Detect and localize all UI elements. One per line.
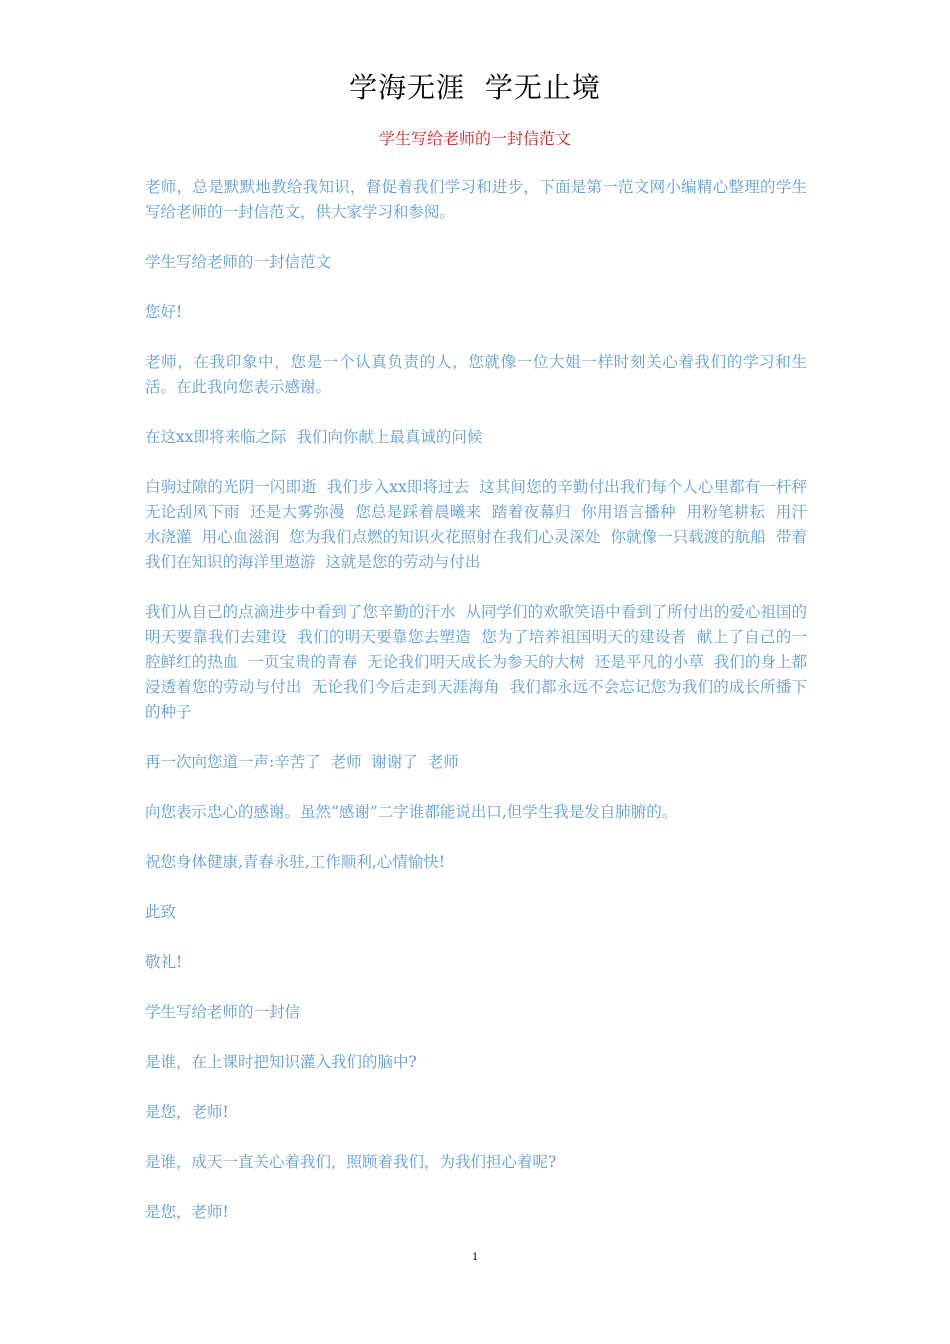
document-body <box>145 175 817 1250</box>
paragraph: 是谁，成天一直关心着我们，照顾着我们，为我们担心着呢? <box>145 1153 557 1171</box>
paragraph: 向您表示忠心的感谢。虽然“感谢”二字谁都能说出口,但学生我是发自肺腑的。 <box>145 803 678 821</box>
paragraph: 再一次向您道一声:辛苦了 老师 谢谢了 老师 <box>145 753 459 771</box>
paragraph: 是您，老师! <box>145 1103 229 1121</box>
paragraph: 是谁，在上课时把知识灌入我们的脑中? <box>145 1053 417 1071</box>
paragraph-greeting: 您好! <box>145 303 183 321</box>
paragraph-salutation: 敬礼! <box>145 953 183 971</box>
document-title: 学生写给老师的一封信范文 <box>378 129 571 148</box>
paragraph-closing: 此致 <box>145 903 177 921</box>
paragraph-section-title: 学生写给老师的一封信 <box>145 1003 301 1021</box>
paragraph-subtitle: 学生写给老师的一封信范文 <box>145 253 332 271</box>
paragraph: 我们从自己的点滴进步中看到了您辛勤的汗水 从同学们的欢歌笑语中看到了所付出的爱心祖国的明天要靠我们去建设 我们的明天要靠您去塑造 您为了培养祖国明天的建设者 献上了自己的一腔鲜红的热血 一页宝贵的青春 无论我们明天成长为参天的大树 还是平凡的小草 我们的身上都浸透着您的劳动与付出 无论我们今后走到天涯海角 我们都永远不会忘记您为我们的成长所播下的种子 <box>145 603 807 721</box>
paragraph: 在这xx即将来临之际 我们向你献上最真诚的问候 <box>145 428 483 446</box>
page-number: 1 <box>472 1249 478 1263</box>
paragraph: 祝您身体健康,青春永驻,工作顺利,心情愉快! <box>145 853 446 871</box>
page-header-title: 学海无涯 学无止境 <box>349 71 601 104</box>
paragraph: 白驹过隙的光阴一闪即逝 我们步入xx即将过去 这其间您的辛勤付出我们每个人心里都有一杆秤 无论刮风下雨 还是大雾弥漫 您总是踩着晨曦来 踏着夜幕归 你用语言播种 用粉笔耕耘 用汗水浇灌 用心血滋润 您为我们点燃的知识火花照射在我们心灵深处 你就像一只载渡的航船 带着我们在知识的海洋里遨游 这就是您的劳动与付出 <box>145 478 817 571</box>
paragraph-intro: 老师，总是默默地教给我知识，督促着我们学习和进步，下面是第一范文网小编精心整理的学生写给老师的一封信范文，供大家学习和参阅。 <box>145 178 807 221</box>
paragraph: 老师，在我印象中，您是一个认真负责的人，您就像一位大姐一样时刻关心着我们的学习和生活。在此我向您表示感谢。 <box>145 353 807 396</box>
paragraph: 是您，老师! <box>145 1203 229 1221</box>
